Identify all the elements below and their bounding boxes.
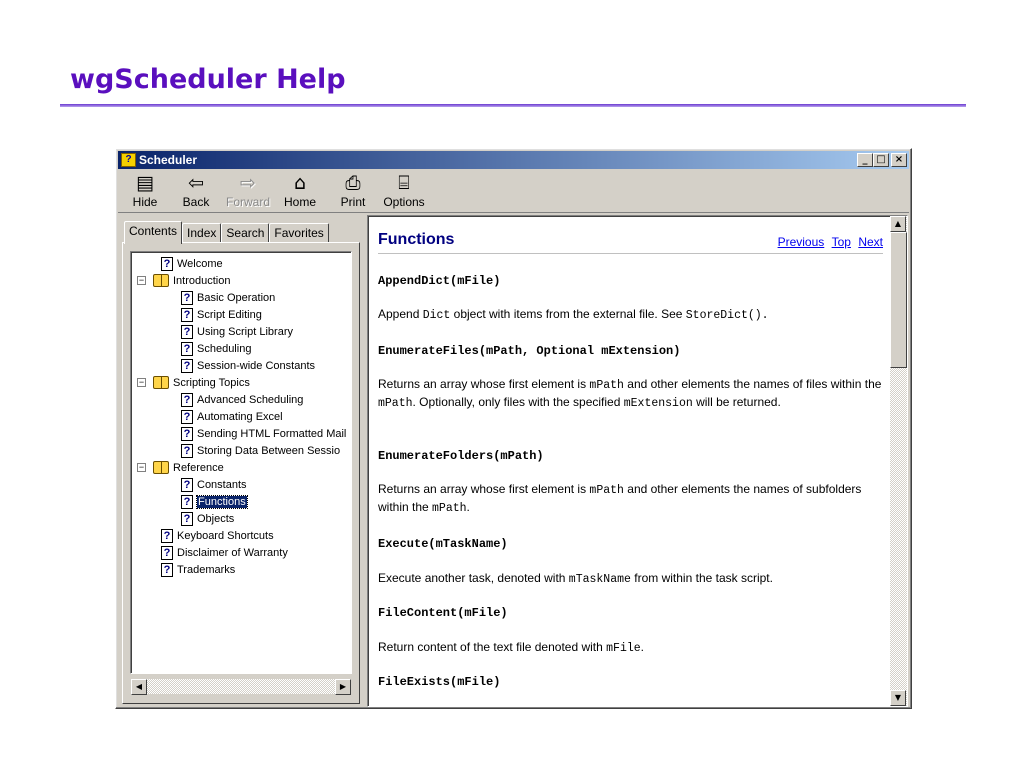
function-description: Returns an array whose first element is mPath and other elements the names of files within the mPath. Optionally, only files with the specified mExtension will be returned. xyxy=(378,377,882,410)
help-page-icon: ? xyxy=(161,257,173,271)
options-button[interactable] xyxy=(382,171,426,211)
help-page-icon: ? xyxy=(161,563,173,577)
help-page-icon: ? xyxy=(181,444,193,458)
tree-item-label: Reference xyxy=(173,461,224,474)
home-label: Home xyxy=(283,195,316,209)
scrollbar-thumb[interactable] xyxy=(890,232,907,368)
hide-label: Hide xyxy=(132,195,158,209)
home-button[interactable] xyxy=(282,171,318,211)
close-button[interactable]: × xyxy=(891,153,907,167)
topic-content xyxy=(378,231,883,689)
options-label: Options xyxy=(383,195,425,209)
collapse-toggle-icon[interactable]: − xyxy=(138,462,145,472)
nav-tabs xyxy=(124,221,329,243)
tree-item-label: Session-wide Constants xyxy=(197,359,316,372)
help-page-icon: ? xyxy=(181,393,193,407)
tree-item[interactable] xyxy=(181,306,262,323)
help-page-icon: ? xyxy=(181,410,193,424)
slide-title: wgScheduler Help xyxy=(70,64,346,95)
tree-item[interactable] xyxy=(138,272,231,289)
tree-item-label: Trademarks xyxy=(177,563,236,576)
print-button[interactable] xyxy=(338,171,368,211)
tree-item-label: Introduction xyxy=(173,274,231,287)
tree-item-label: Scripting Topics xyxy=(173,376,250,389)
tree-item-label: Disclaimer of Warranty xyxy=(177,546,288,559)
tree-item[interactable] xyxy=(181,493,247,510)
tree-item-label: Sending HTML Formatted Mail xyxy=(197,427,347,440)
tree-item[interactable] xyxy=(138,374,250,391)
help-page-icon: ? xyxy=(181,427,193,441)
scroll-down-icon[interactable]: ▼ xyxy=(890,690,906,706)
tree-item[interactable] xyxy=(181,408,283,425)
tree-item-label: Basic Operation xyxy=(197,291,276,304)
forward-button[interactable] xyxy=(224,171,272,211)
minimize-button[interactable]: _ xyxy=(857,153,873,167)
help-page-icon: ? xyxy=(181,308,193,322)
back-label: Back xyxy=(182,195,210,209)
tree-item[interactable] xyxy=(161,561,235,578)
tree-item[interactable] xyxy=(138,459,224,476)
maximize-button[interactable]: □ xyxy=(873,153,889,167)
tree-item-label: Welcome xyxy=(177,257,223,270)
tree-item[interactable] xyxy=(181,323,293,340)
tree-item-label: Functions xyxy=(198,495,246,508)
back-button[interactable] xyxy=(178,171,214,211)
toolbar xyxy=(118,169,909,213)
forward-label: Forward xyxy=(225,195,270,209)
topic-pane xyxy=(367,215,908,707)
help-page-icon: ? xyxy=(181,359,193,373)
tree-item-label: Keyboard Shortcuts xyxy=(177,529,274,542)
tree-item[interactable] xyxy=(181,289,275,306)
topic-heading: Functions xyxy=(378,231,455,248)
tree-item[interactable] xyxy=(181,340,251,357)
function-signature: AppendDict(mFile) xyxy=(378,274,501,288)
tree-item-label: Constants xyxy=(197,478,247,491)
function-description: Returns an array whose first element is mPath and other elements the names of subfolders within the mPath. xyxy=(378,482,862,515)
open-book-icon xyxy=(153,461,169,474)
function-description: Return content of the text file denoted with mFile. xyxy=(378,640,644,655)
tree-item[interactable] xyxy=(181,391,303,408)
tab-search[interactable]: Search xyxy=(221,223,269,243)
tab-contents[interactable]: Contents xyxy=(124,221,182,244)
scroll-right-icon[interactable]: ▶ xyxy=(335,679,351,695)
function-signature: FileContent(mFile) xyxy=(378,606,508,620)
collapse-toggle-icon[interactable]: − xyxy=(138,275,145,285)
tree-item-label: Automating Excel xyxy=(197,410,283,423)
help-page-icon: ? xyxy=(181,291,193,305)
tree-item[interactable] xyxy=(181,442,340,459)
function-signature: EnumerateFolders(mPath) xyxy=(378,449,544,463)
function-signature: EnumerateFiles(mPath, Optional mExtension) xyxy=(378,344,681,358)
collapse-toggle-icon[interactable]: − xyxy=(138,377,145,387)
help-page-icon: ? xyxy=(161,529,173,543)
topic-vertical-scrollbar[interactable] xyxy=(890,216,907,706)
help-app-icon: ? xyxy=(121,153,136,167)
help-page-icon: ? xyxy=(181,342,193,356)
scroll-left-icon[interactable]: ◀ xyxy=(131,679,147,695)
help-page-icon: ? xyxy=(181,478,193,492)
previous-link[interactable]: Previous xyxy=(777,235,825,249)
back-arrow-icon: ⇦ xyxy=(188,172,204,194)
hide-button[interactable] xyxy=(128,171,162,211)
tree-item[interactable] xyxy=(161,544,288,561)
help-window xyxy=(115,148,912,709)
tree-item[interactable] xyxy=(161,527,274,544)
next-link[interactable]: Next xyxy=(858,235,883,249)
tree-item-label: Advanced Scheduling xyxy=(197,393,304,406)
contents-tree xyxy=(130,251,352,674)
scroll-up-icon[interactable]: ▲ xyxy=(890,216,906,232)
tree-item[interactable] xyxy=(181,357,315,374)
print-label: Print xyxy=(340,195,366,209)
function-description: Execute another task, denoted with mTaskName from within the task script. xyxy=(378,571,773,586)
tree-item-label: Storing Data Between Sessio xyxy=(197,444,341,457)
topic-nav-links xyxy=(774,235,883,249)
forward-arrow-icon: ⇨ xyxy=(240,172,256,194)
tree-item-label: Objects xyxy=(197,512,235,525)
function-description: Append Dict object with items from the external file. See StoreDict(). xyxy=(378,307,769,322)
open-book-icon xyxy=(153,274,169,287)
tree-horizontal-scrollbar[interactable] xyxy=(130,678,352,695)
tab-favorites[interactable]: Favorites xyxy=(269,223,328,243)
help-page-icon: ? xyxy=(181,325,193,339)
help-page-icon: ? xyxy=(161,546,173,560)
tab-index[interactable]: Index xyxy=(182,223,221,243)
window-title: Scheduler xyxy=(139,153,198,167)
options-icon: ⌸ xyxy=(398,172,410,194)
top-link[interactable]: Top xyxy=(831,235,851,249)
help-page-icon: ? xyxy=(181,495,193,509)
printer-icon: ⎙ xyxy=(345,172,361,194)
contents-panel xyxy=(122,242,360,704)
hide-pane-icon: ▤ xyxy=(136,172,154,194)
tree-item[interactable] xyxy=(161,255,223,272)
home-icon: ⌂ xyxy=(293,172,307,194)
help-page-icon: ? xyxy=(181,512,193,526)
window-titlebar[interactable] xyxy=(118,151,909,169)
tree-item-label: Script Editing xyxy=(197,308,262,321)
open-book-icon xyxy=(153,376,169,389)
title-underline xyxy=(60,104,966,107)
function-signature: FileExists(mFile) xyxy=(378,675,501,689)
tree-item[interactable] xyxy=(181,425,346,442)
tree-item[interactable] xyxy=(181,510,234,527)
tree-item[interactable] xyxy=(181,476,247,493)
function-signature: Execute(mTaskName) xyxy=(378,537,508,551)
tree-item-label: Scheduling xyxy=(197,342,252,355)
navigation-pane xyxy=(122,215,362,705)
tree-item-label: Using Script Library xyxy=(197,325,293,338)
